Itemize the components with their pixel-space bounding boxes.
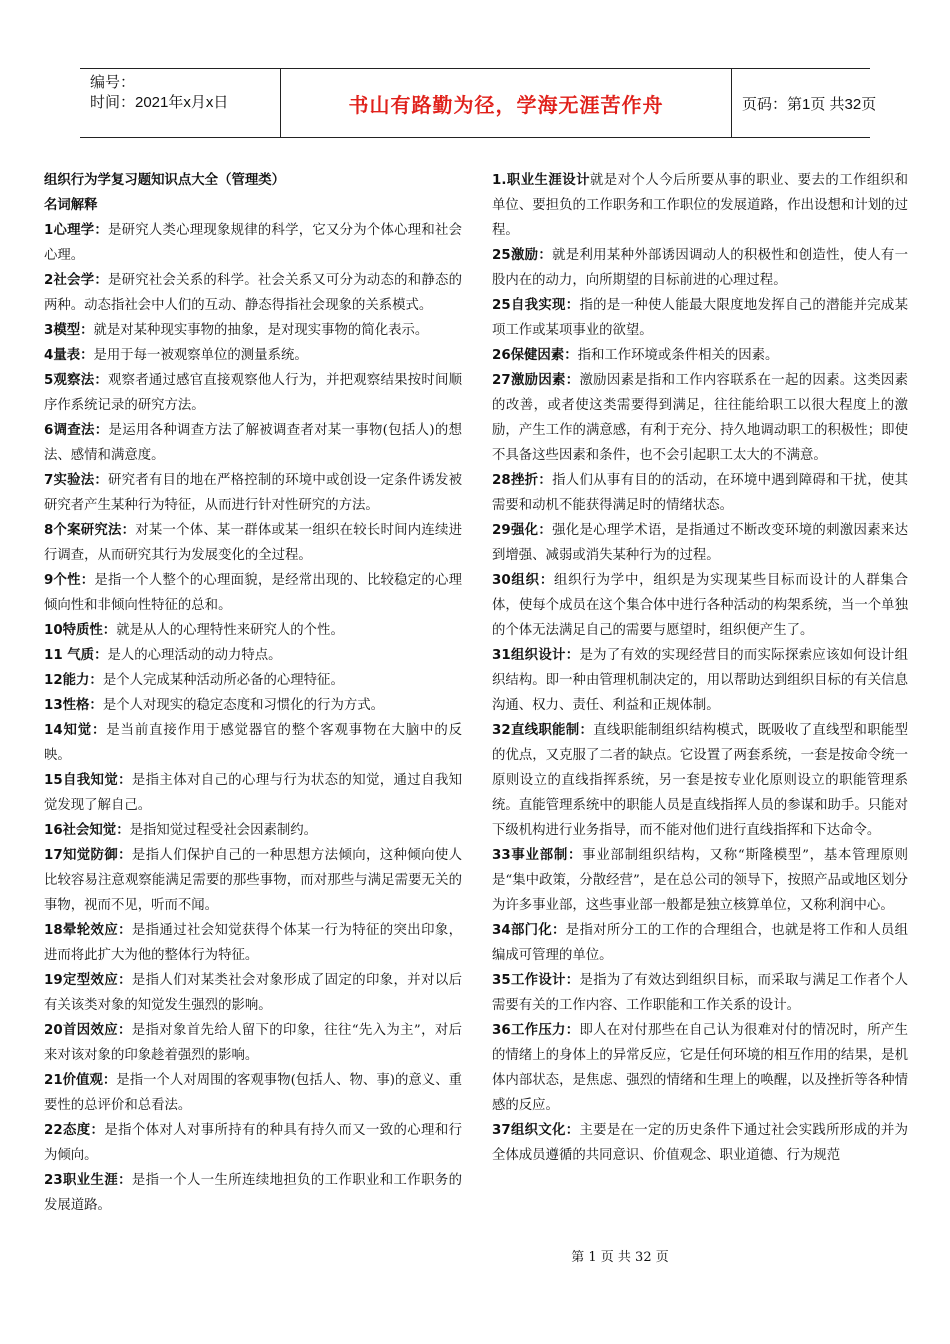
definition-text: 是指人们对某类社会对象形成了固定的印象，并对以后有关该类对象的知觉发生强烈的影响。 xyxy=(44,973,462,1013)
definition-text: 事业部制组织结构，又称“斯隆模型”，基本管理原则是“集中政策，分散经营”，是在总公司的领导下，按照产品或地区划分为许多事业部，这些事业部一般都是独立核算单位，又称利润中心。 xyxy=(492,848,908,913)
definition-text: 是指通过社会知觉获得个体某一行为特征的突出印象，进而将此扩大为他的整体行为特征。 xyxy=(44,923,462,963)
page-header xyxy=(80,68,877,138)
definition-entry xyxy=(492,293,908,343)
definition-term: 2社会学： xyxy=(44,273,109,288)
definition-term: 26保健因素： xyxy=(492,348,578,363)
definition-term: 11 气质： xyxy=(44,648,108,663)
definition-entry xyxy=(492,343,908,368)
definition-text: 是研究人类心理现象规律的科学，它又分为个体心理和社会心理。 xyxy=(44,223,462,263)
definition-entry xyxy=(44,918,462,968)
definition-entry xyxy=(44,818,462,843)
definition-term: 15自我知觉： xyxy=(44,773,132,788)
definition-entry xyxy=(44,1118,462,1168)
definition-term: 5观察法： xyxy=(44,373,109,388)
definition-text: 是用于每一被观察单位的测量系统。 xyxy=(93,348,308,363)
definition-text: 指人们从事有目的的活动，在环境中遇到障碍和干扰，使其需要和动机不能获得满足时的情绪状态。 xyxy=(492,473,909,513)
definition-text: 是指人们保护自己的一种思想方法倾向，这种倾向使人比较容易注意观察能满足需要的那些事物，而对那些与满足需要无关的事物，视而不见，听而不闻。 xyxy=(44,848,462,913)
header-motto: 书山有路勤为径，学海无涯苦作舟 xyxy=(348,92,664,117)
definition-term: 10特质性： xyxy=(44,623,117,638)
right-entry-list xyxy=(492,168,908,1168)
definition-term: 22态度： xyxy=(44,1123,105,1138)
definition-term: 36工作压力： xyxy=(492,1023,580,1038)
header-page-info: 页码：第1页 共32页 xyxy=(742,95,877,113)
definition-entry xyxy=(44,968,462,1018)
definition-entry xyxy=(44,618,462,643)
definition-term: 4量表： xyxy=(44,348,94,363)
definition-text: 是研究社会关系的科学。社会关系又可分为动态的和静态的两种。动态指社会中人们的互动、静态得指社会现象的关系模式。 xyxy=(44,273,462,313)
document-number-label: 编号： xyxy=(90,74,136,91)
definition-text: 就是从人的心理特性来研究人的个性。 xyxy=(116,623,344,638)
definition-term: 19定型效应： xyxy=(44,973,132,988)
definition-term: 30组织： xyxy=(492,573,555,588)
right-column xyxy=(492,168,908,1168)
definition-entry xyxy=(492,568,908,643)
definition-entry xyxy=(44,1068,462,1118)
definition-term: 29强化： xyxy=(492,523,553,538)
definition-text: 激励因素是指和工作内容联系在一起的因素。这类因素的改善，或者使这类需要得到满足，往往能给职工以很大程度上的激励，产生工作的满意感，有利于充分、持久地调动职工的积极性；即使不具备这些因素和条件，也不会引起职工太大的不满意。 xyxy=(492,373,909,463)
definition-entry xyxy=(44,668,462,693)
definition-entry xyxy=(44,768,462,818)
definition-term: 25自我实现： xyxy=(492,298,580,313)
definition-entry xyxy=(492,518,908,568)
definition-text: 观察者通过感官直接观察他人行为，并把观察结果按时间顺序作系统记录的研究方法。 xyxy=(44,373,462,413)
definition-term: 13性格： xyxy=(44,698,103,713)
definition-entry xyxy=(44,643,462,668)
header-motto-cell xyxy=(280,69,732,137)
definition-text: 组织行为学中，组织是为实现某些目标而设计的人群集合体，使每个成员在这个集合体中进行各种活动的构架系统，当一个单独的个体无法满足自己的需要与愿望时，组织便产生了。 xyxy=(492,573,908,638)
definition-text: 就是对个人今后所要从事的职业、要去的工作组织和单位、要担负的工作职务和工作职位的发展道路，作出设想和计划的过程。 xyxy=(492,173,908,238)
definition-entry xyxy=(492,168,908,243)
definition-entry xyxy=(492,468,908,518)
definition-text: 是指一个人一生所连续地担负的工作职业和工作职务的发展道路。 xyxy=(44,1173,462,1213)
definition-entry xyxy=(44,218,462,268)
definition-text: 就是利用某种外部诱因调动人的积极性和创造性，使人有一股内在的动力，向所期望的目标前进的心理过程。 xyxy=(492,248,909,288)
definition-entry xyxy=(492,643,908,718)
definition-entry xyxy=(44,718,462,768)
definition-text: 是指知觉过程受社会因素制约。 xyxy=(129,823,318,838)
definition-text: 是指一个人整个的心理面貌，是经常出现的、比较稳定的心理倾向性和非倾向性特征的总和。 xyxy=(44,573,462,613)
definition-entry xyxy=(492,843,908,918)
definition-term: 25激励： xyxy=(492,248,553,263)
definition-text: 直线职能制组织结构模式，既吸收了直线型和职能型的优点，又克服了二者的缺点。它设置了两套系统，一套是按命令统一原则设立的直线指挥系统，另一套是按专业化原则设立的职能管理系统。直能管理系统中的职能人员是直线指挥人员的参谋和助手。只能对下级机构进行业务指导，而不能对他们进行直线指挥和下达命令。 xyxy=(492,723,909,838)
definition-term: 18晕轮效应： xyxy=(44,923,132,938)
definition-entry xyxy=(44,1168,462,1218)
definition-text: 是为了有效的实现经营目的而实际探索应该如何设计组织结构。即一种由管理机制决定的，用以帮助达到组织目标的有关信息沟通、权力、责任、利益和正规体制。 xyxy=(492,648,909,713)
definition-entry xyxy=(44,468,462,518)
definition-text: 是运用各种调查方法了解被调查者对某一事物(包括人)的想法、感情和满意度。 xyxy=(44,423,462,463)
left-entry-list xyxy=(44,218,462,1218)
definition-entry xyxy=(44,518,462,568)
definition-term: 17知觉防御： xyxy=(44,848,132,863)
definition-term: 1心理学： xyxy=(44,223,109,238)
definition-text: 指和工作环境或条件相关的因素。 xyxy=(577,348,779,363)
definition-entry xyxy=(492,968,908,1018)
definition-text: 是指为了有效达到组织目标，而采取与满足工作者个人需要有关的工作内容、工作职能和工作关系的设计。 xyxy=(492,973,909,1013)
definition-term: 33事业部制： xyxy=(492,848,583,863)
definition-text: 是人的心理活动的动力特点。 xyxy=(107,648,282,663)
definition-text: 强化是心理学术语，是指通过不断改变环境的刺激因素来达到增强、减弱或消失某种行为的过程。 xyxy=(492,523,909,563)
definition-term: 6调查法： xyxy=(44,423,109,438)
definition-text: 是个人对现实的稳定态度和习惯化的行为方式。 xyxy=(102,698,385,713)
definition-term: 3模型： xyxy=(44,323,94,338)
definition-entry xyxy=(44,843,462,918)
definition-entry xyxy=(44,268,462,318)
definition-text: 对某一个体、某一群体或某一组织在较长时间内连续进行调查，从而研究其行为发展变化的全过程。 xyxy=(44,523,463,563)
document-date: 时间：2021年x月x日 xyxy=(90,94,229,111)
definition-entry xyxy=(492,368,908,468)
definition-text: 是指对象首先给人留下的印象，往往“先入为主”，对后来对该对象的印象趁着强烈的影响。 xyxy=(44,1023,462,1063)
definition-text: 是指一个人对周围的客观事物(包括人、物、事)的意义、重要性的总评价和总看法。 xyxy=(44,1073,462,1113)
definition-entry xyxy=(44,368,462,418)
definition-term: 9个性： xyxy=(44,573,95,588)
definition-term: 34部门化： xyxy=(492,923,566,938)
definition-term: 7实验法： xyxy=(44,473,109,488)
definition-term: 23职业生涯： xyxy=(44,1173,132,1188)
definition-text: 主要是在一定的历史条件下通过社会实践所形成的并为全体成员遵循的共同意识、价值观念、职业道德、行为规范 xyxy=(492,1123,909,1163)
definition-term: 20首因效应： xyxy=(44,1023,132,1038)
definition-text: 就是对某种现实事物的抽象，是对现实事物的简化表示。 xyxy=(93,323,429,338)
definition-text: 即人在对付那些在自己认为很难对付的情况时，所产生的情绪上的身体上的异常反应，它是任何环境的相互作用的结果，是机体内部状态，是焦虑、强烈的情绪和生理上的唤醒，以及挫折等各种情感的反应。 xyxy=(492,1023,909,1113)
definition-term: 21价值观： xyxy=(44,1073,117,1088)
definition-text: 指的是一种使人能最大限度地发挥自己的潜能并完成某项工作或某项事业的欲望。 xyxy=(492,298,909,338)
definition-entry xyxy=(44,1018,462,1068)
definition-text: 是当前直接作用于感觉器官的整个客观事物在大脑中的反映。 xyxy=(44,723,462,763)
definition-text: 是指个体对人对事所持有的种具有持久而又一致的心理和行为倾向。 xyxy=(44,1123,462,1163)
definition-term: 16社会知觉： xyxy=(44,823,130,838)
definition-entry xyxy=(492,718,908,843)
definition-entry xyxy=(492,243,908,293)
section-heading: 名词解释 xyxy=(44,198,98,213)
definition-entry xyxy=(44,693,462,718)
definition-text: 是个人完成某种活动所必备的心理特征。 xyxy=(102,673,344,688)
definition-term: 27激励因素： xyxy=(492,373,580,388)
definition-term: 31组织设计： xyxy=(492,648,580,663)
document-title: 组织行为学复习题知识点大全（管理类） xyxy=(44,173,286,188)
definition-entry xyxy=(44,318,462,343)
definition-term: 28挫折： xyxy=(492,473,553,488)
definition-term: 37组织文化： xyxy=(492,1123,580,1138)
left-column xyxy=(44,168,462,1218)
definition-entry xyxy=(492,918,908,968)
definition-entry xyxy=(492,1118,908,1168)
definition-term: 8个案研究法： xyxy=(44,523,136,538)
definition-text: 是指对所分工的工作的合理组合，也就是将工作和人员组编成可管理的单位。 xyxy=(492,923,909,963)
definition-text: 研究者有目的地在严格控制的环境中或创设一定条件诱发被研究者产生某种行为特征，从而进行针对性研究的方法。 xyxy=(44,473,462,513)
definition-entry xyxy=(44,343,462,368)
definition-term: 32直线职能制： xyxy=(492,723,594,738)
definition-entry xyxy=(44,568,462,618)
header-meta xyxy=(80,69,280,137)
definition-entry xyxy=(492,1018,908,1118)
page-footer: 第 1 页 共 32 页 xyxy=(571,1250,669,1265)
definition-term: 12能力： xyxy=(44,673,103,688)
definition-entry xyxy=(44,418,462,468)
definition-term: 1.职业生涯设计 xyxy=(492,173,590,188)
definition-term: 35工作设计： xyxy=(492,973,580,988)
definition-text: 是指主体对自己的心理与行为状态的知觉，通过自我知觉发现了解自己。 xyxy=(44,773,462,813)
definition-term: 14知觉： xyxy=(44,723,107,738)
